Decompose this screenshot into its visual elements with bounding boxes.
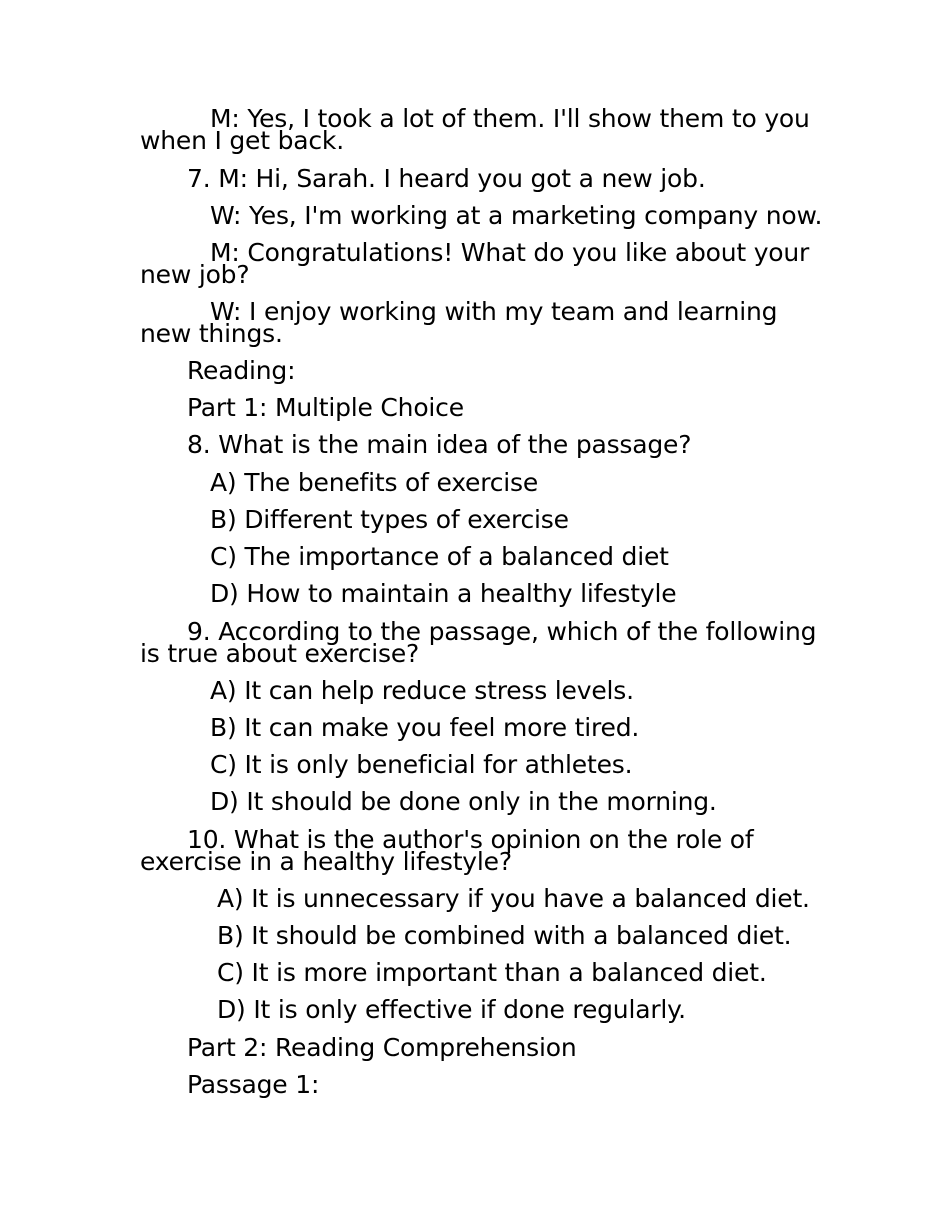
part-heading-reading-comprehension: Part 2: Reading Comprehension [187,1033,577,1062]
option-10a: A) It is unnecessary if you have a balanced diet. [217,884,810,913]
line-text: W: I enjoy working with my team and learning [210,297,778,326]
dialogue-line-w-marketing: W: Yes, I'm working at a marketing company now. [210,201,823,230]
question-10 [140,825,754,876]
option-9b: B) It can make you feel more tired. [210,713,640,742]
part-heading-multiple-choice: Part 1: Multiple Choice [187,393,464,422]
option-9a: A) It can help reduce stress levels. [210,676,634,705]
section-heading-reading: Reading: [187,356,296,385]
line-text: 10. What is the author's opinion on the role of [187,825,754,854]
option-10b: B) It should be combined with a balanced diet. [217,921,792,950]
question-9 [140,617,817,668]
option-9c: C) It is only beneficial for athletes. [210,750,633,779]
line-continuation: exercise in a healthy lifestyle? [140,847,512,876]
option-9d: D) It should be done only in the morning. [210,787,717,816]
option-8b: B) Different types of exercise [210,505,569,534]
dialogue-line-m-photos [140,104,810,155]
dialogue-line-w-team [140,297,778,348]
line-continuation: new job? [140,260,250,289]
passage-heading: Passage 1: [187,1070,320,1099]
line-continuation: new things. [140,319,283,348]
line-continuation: is true about exercise? [140,639,420,668]
dialogue-line-m-congratulations [140,238,810,289]
question-7: 7. M: Hi, Sarah. I heard you got a new job. [187,164,706,193]
line-continuation: when I get back. [140,126,344,155]
option-10c: C) It is more important than a balanced diet. [217,958,767,987]
option-8a: A) The benefits of exercise [210,468,539,497]
option-8c: C) The importance of a balanced diet [210,542,669,571]
line-text: M: Yes, I took a lot of them. I'll show them to you [210,104,810,133]
option-8d: D) How to maintain a healthy lifestyle [210,579,677,608]
line-text: 9. According to the passage, which of the following [187,617,817,646]
question-8: 8. What is the main idea of the passage? [187,430,692,459]
line-text: M: Congratulations! What do you like about your [210,238,810,267]
option-10d: D) It is only effective if done regularly. [217,995,686,1024]
